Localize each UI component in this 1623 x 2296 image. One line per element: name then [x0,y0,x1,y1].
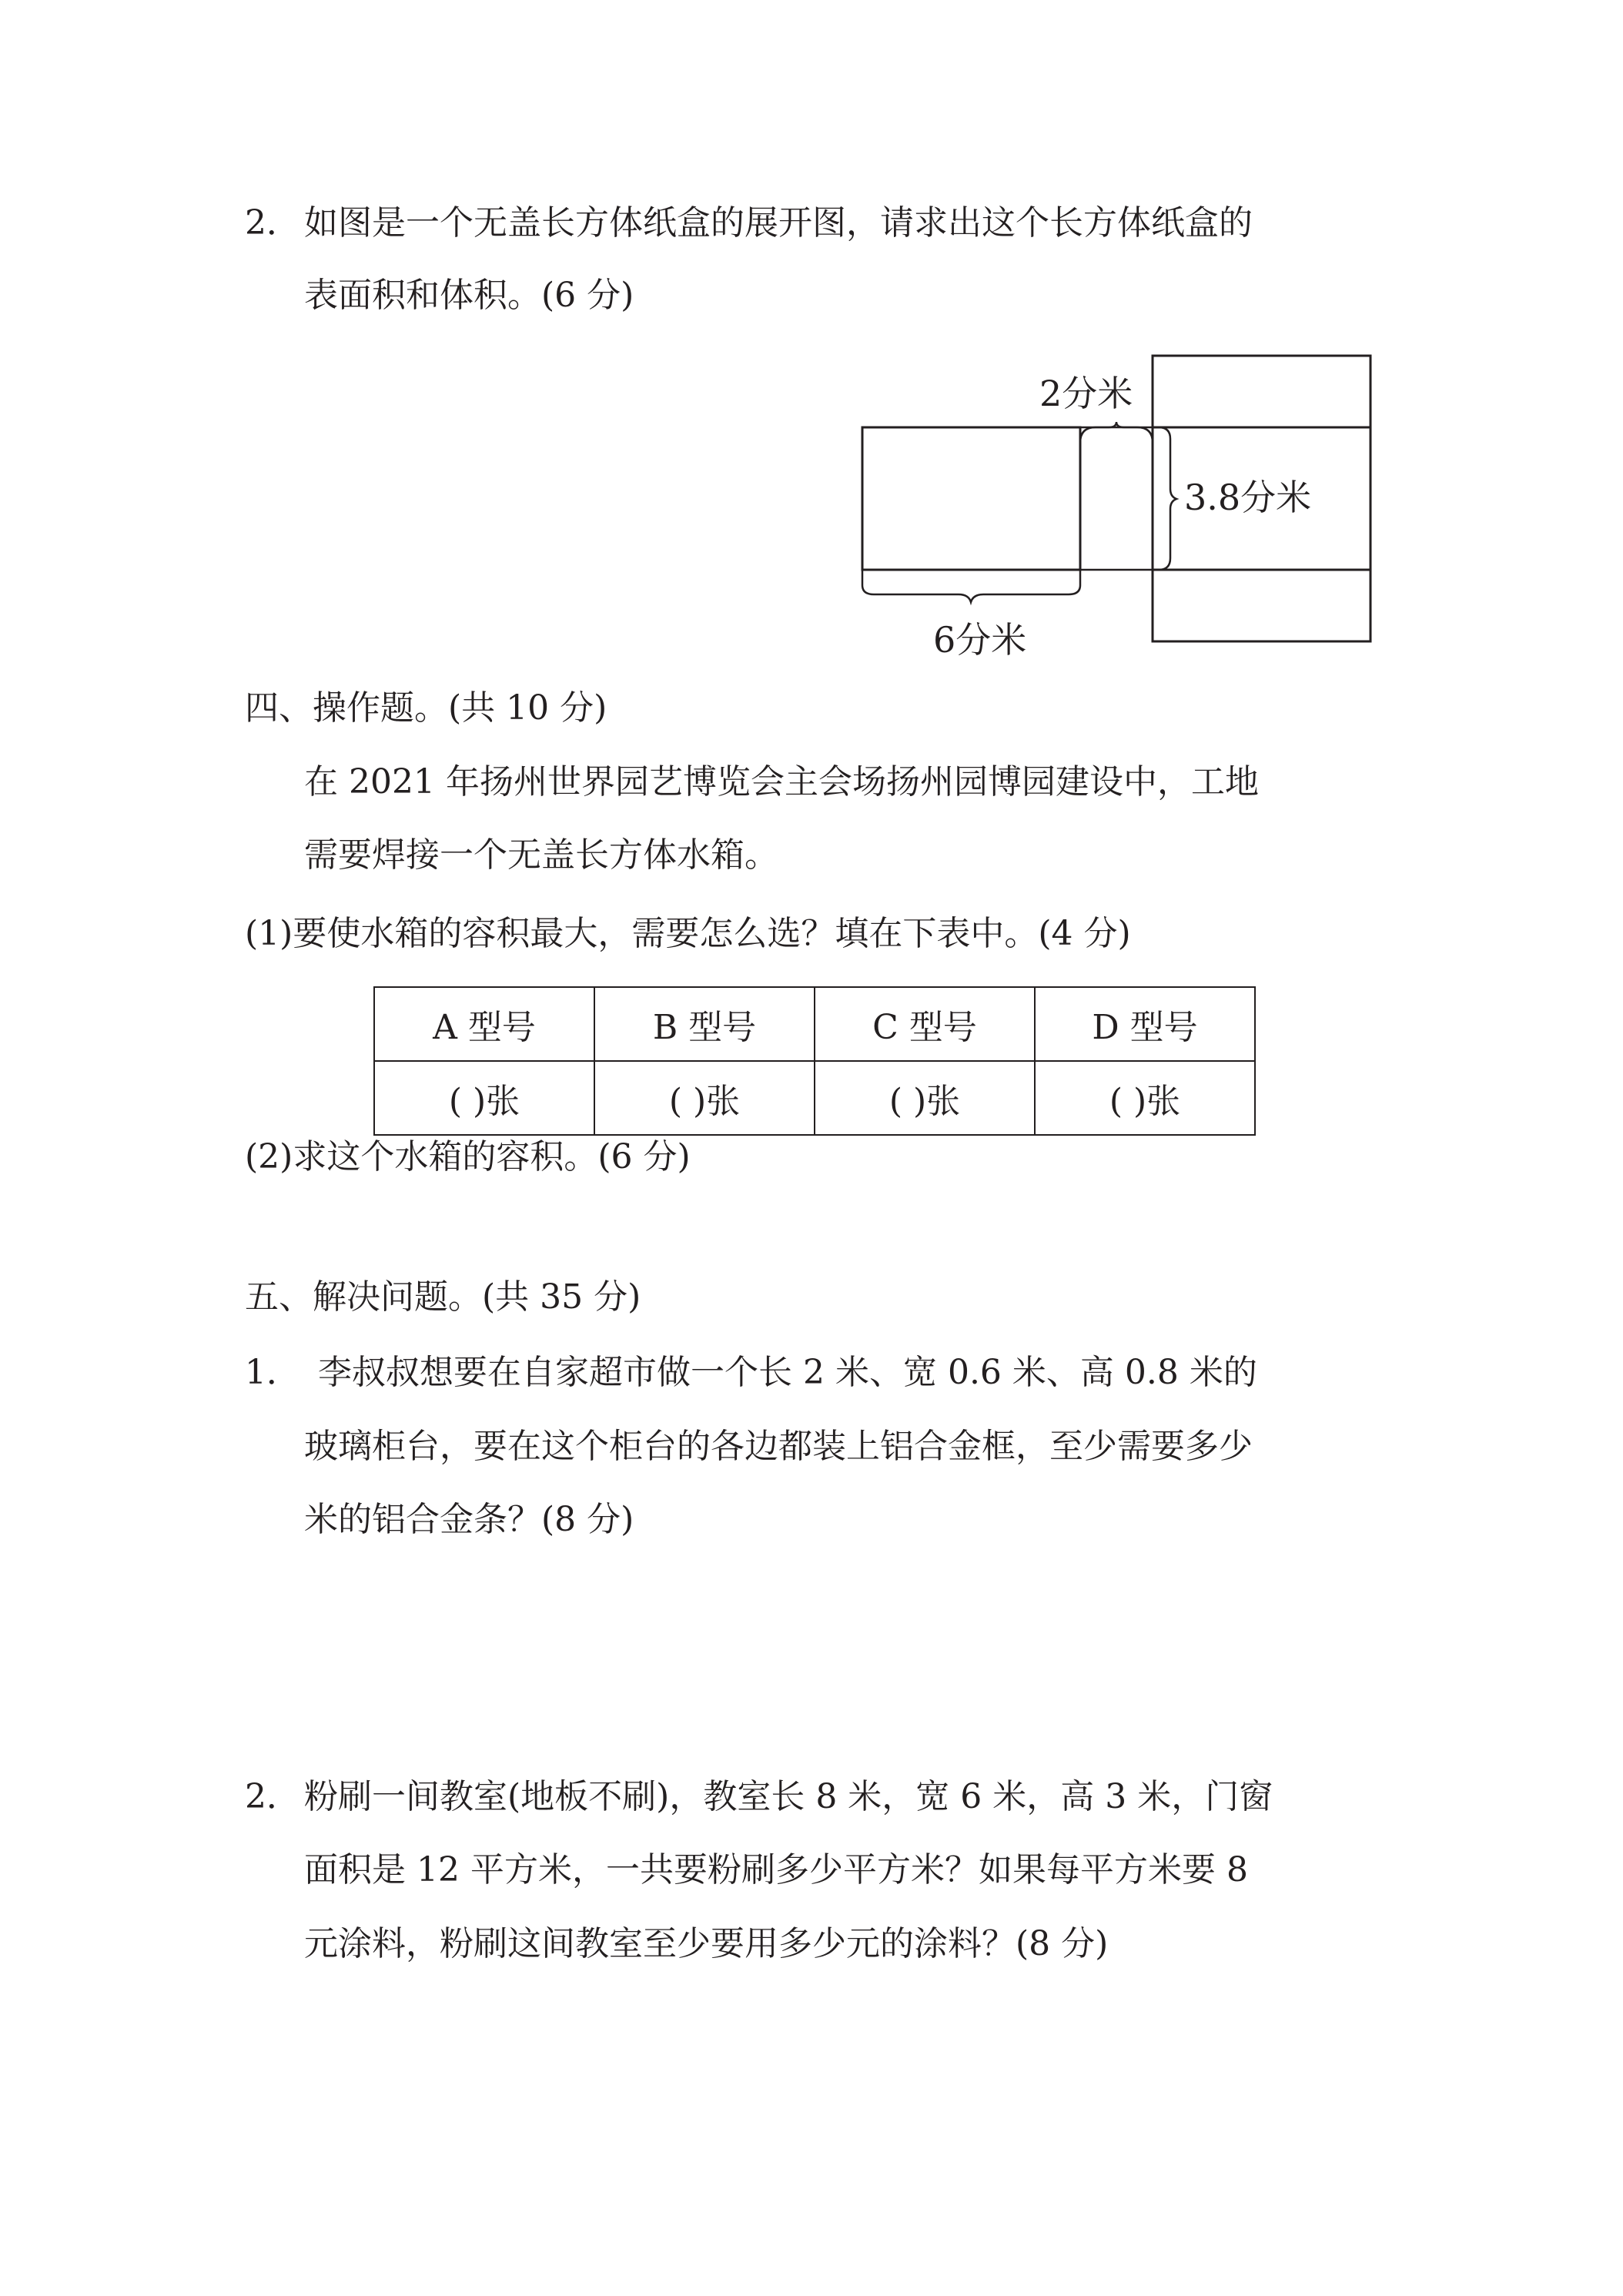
question-text: 表面积和体积。(6 分) [304,276,634,315]
label-length: 6分米 [933,619,1027,661]
question-number: 2． [245,1777,300,1816]
label-width: 2分米 [1039,373,1133,414]
question-text: 面积是 12 平方米，一共要粉刷多少平方米？如果每平方米要 8 [304,1850,1248,1889]
table-answer-cell[interactable]: ( )张 [815,1061,1035,1135]
question-text: 粉刷一间教室(地板不刷)，教室长 8 米，宽 6 米，高 3 米，门窗 [304,1777,1273,1816]
box-net-diagram [0,0,1623,693]
question-text: 如图是一个无盖长方体纸盒的展开图，请求出这个长方体纸盒的 [304,203,1253,243]
section-heading: 五、解决问题。(共 35 分) [245,1277,641,1317]
model-table [373,986,1256,1136]
subquestion-text: (1)要使水箱的容积最大，需要怎么选？填在下表中。(4 分) [245,914,1131,953]
table-header-cell: C 型号 [815,987,1035,1061]
paragraph-text: 在 2021 年扬州世界园艺博览会主会场扬州园博园建设中，工地 [304,762,1259,802]
table-answer-cell[interactable]: ( )张 [374,1061,594,1135]
question-number: 2． [245,203,300,243]
table-answer-cell[interactable]: ( )张 [594,1061,815,1135]
brace-length [862,570,1080,602]
question-number: 1． [245,1353,300,1392]
table-answer-cell[interactable]: ( )张 [1035,1061,1255,1135]
paragraph-text: 需要焊接一个无盖长方体水箱。 [304,835,778,875]
question-text: 玻璃柜台，要在这个柜台的各边都装上铝合金框，至少需要多少 [304,1427,1253,1466]
brace-height [1080,427,1176,570]
question-text: 元涂料，粉刷这间教室至少要用多少元的涂料？(8 分) [304,1924,1109,1963]
brace-width [1080,422,1153,570]
question-text: 米的铝合金条？(8 分) [304,1500,634,1539]
table-row [374,1061,1255,1135]
subquestion-text: (2)求这个水箱的容积。(6 分) [245,1137,691,1176]
label-height: 3.8分米 [1184,477,1312,518]
table-header-cell: D 型号 [1035,987,1255,1061]
question-text: 李叔叔想要在自家超市做一个长 2 米、宽 0.6 米、高 0.8 米的 [318,1353,1257,1392]
net-face-left [862,427,1080,570]
table-header-cell: A 型号 [374,987,594,1061]
table-header-cell: B 型号 [594,987,815,1061]
table-header-row [374,987,1255,1061]
section-heading: 四、操作题。(共 10 分) [245,688,607,728]
